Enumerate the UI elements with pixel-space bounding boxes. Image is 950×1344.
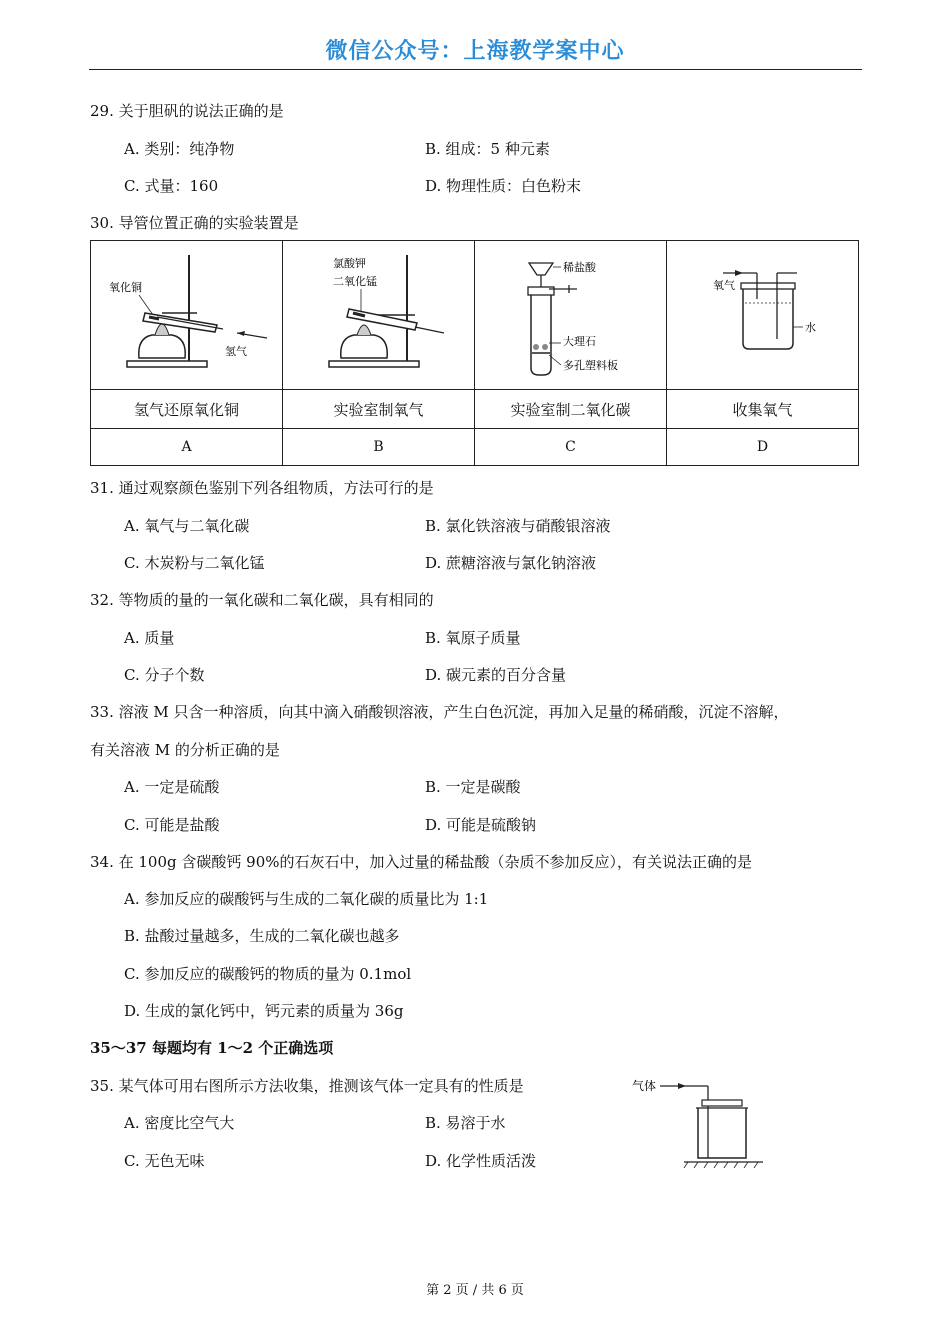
q33-option-a: A. 一定是硫酸 [124, 778, 220, 796]
q29-stem: 29. 关于胆矾的说法正确的是 [90, 102, 284, 120]
label-manganese-dioxide: 二氧化锰 [332, 275, 377, 288]
page-header-title: 微信公众号：上海教学案中心 [325, 39, 625, 64]
apparatus-table [90, 240, 859, 466]
letter-a: A [91, 429, 283, 466]
q33-option-b: B. 一定是碳酸 [425, 778, 521, 796]
q33-stem-line1: 33. 溶液 M 只含一种溶质，向其中滴入硝酸钡溶液，产生白色沉淀，再加入足量的稀硝酸，沉淀不溶解， [90, 703, 789, 721]
letter-b: B [283, 429, 475, 466]
letter-c: C [475, 429, 667, 466]
q29-option-a: A. 类别：纯净物 [124, 140, 235, 158]
q29-option-c: C. 式量：160 [124, 177, 219, 195]
caption-d: 收集氧气 [667, 390, 859, 429]
collect-oxygen-diagram [673, 243, 853, 383]
q35-stem: 35. 某气体可用右图所示方法收集，推测该气体一定具有的性质是 [90, 1077, 524, 1095]
q35-option-b: B. 易溶于水 [425, 1114, 506, 1132]
q35-option-a: A. 密度比空气大 [124, 1114, 235, 1132]
label-gas: 气体 [632, 1079, 657, 1093]
q34-option-a: A. 参加反应的碳酸钙与生成的二氧化碳的质量比为 1:1 [124, 890, 489, 908]
label-hydrogen: 氢气 [224, 345, 247, 358]
label-copper-oxide: 氧化铜 [108, 281, 142, 294]
q32-option-d: D. 碳元素的百分含量 [425, 666, 567, 684]
q35-option-c: C. 无色无味 [124, 1152, 205, 1170]
co2-preparation-diagram [481, 243, 661, 383]
q31-stem: 31. 通过观察颜色鉴别下列各组物质，方法可行的是 [90, 479, 434, 497]
hydrogen-reduce-copper-oxide-diagram [97, 243, 277, 383]
q34-option-b: B. 盐酸过量越多，生成的二氧化碳也越多 [124, 927, 400, 945]
q34-option-c: C. 参加反应的碳酸钙的物质的量为 0.1mol [124, 965, 412, 983]
q31-option-a: A. 氧气与二氧化碳 [124, 517, 250, 535]
label-potassium-chlorate: 氯酸钾 [332, 257, 366, 270]
q32-option-a: A. 质量 [124, 629, 175, 647]
q29-option-d: D. 物理性质：白色粉末 [425, 177, 582, 195]
apparatus-b-cell [283, 241, 475, 390]
caption-b: 实验室制氧气 [283, 390, 475, 429]
q32-option-b: B. 氧原子质量 [425, 629, 521, 647]
apparatus-a-cell [91, 241, 283, 390]
q29-option-b: B. 组成：5 种元素 [425, 140, 550, 158]
oxygen-preparation-diagram [289, 243, 469, 383]
caption-a: 氢气还原氧化铜 [91, 390, 283, 429]
q32-option-c: C. 分子个数 [124, 666, 205, 684]
label-porous-plate: 多孔塑料板 [562, 359, 618, 372]
q33-option-c: C. 可能是盐酸 [124, 816, 220, 834]
page-footer: 第 2 页 / 共 6 页 [426, 1283, 524, 1298]
q35-option-d: D. 化学性质活泼 [425, 1152, 537, 1170]
q33-option-d: D. 可能是硫酸钠 [425, 816, 537, 834]
q31-option-b: B. 氯化铁溶液与硝酸银溶液 [425, 517, 611, 535]
q31-option-d: D. 蔗糖溶液与氯化钠溶液 [425, 554, 597, 572]
caption-c: 实验室制二氧化碳 [475, 390, 667, 429]
q30-stem: 30. 导管位置正确的实验装置是 [90, 214, 299, 232]
q33-stem-line2: 有关溶液 M 的分析正确的是 [90, 741, 280, 759]
q32-stem: 32. 等物质的量的一氧化碳和二氧化碳，具有相同的 [90, 591, 434, 609]
q34-stem: 34. 在 100g 含碳酸钙 90%的石灰石中，加入过量的稀盐酸（杂质不参加反应），有关说法正确的是 [90, 853, 753, 871]
label-marble: 大理石 [562, 335, 596, 348]
apparatus-d-cell [667, 241, 859, 390]
label-water: 水 [804, 321, 816, 334]
label-oxygen: 氧气 [712, 279, 735, 292]
section-heading: 35～37 每题均有 1～2 个正确选项 [90, 1039, 334, 1057]
apparatus-c-cell [475, 241, 667, 390]
q34-option-d: D. 生成的氯化钙中，钙元素的质量为 36g [124, 1002, 404, 1020]
q31-option-c: C. 木炭粉与二氧化锰 [124, 554, 265, 572]
header-rule [89, 69, 862, 70]
label-dilute-hcl: 稀盐酸 [562, 261, 596, 274]
letter-d: D [667, 429, 859, 466]
gas-collection-diagram [628, 1070, 773, 1170]
